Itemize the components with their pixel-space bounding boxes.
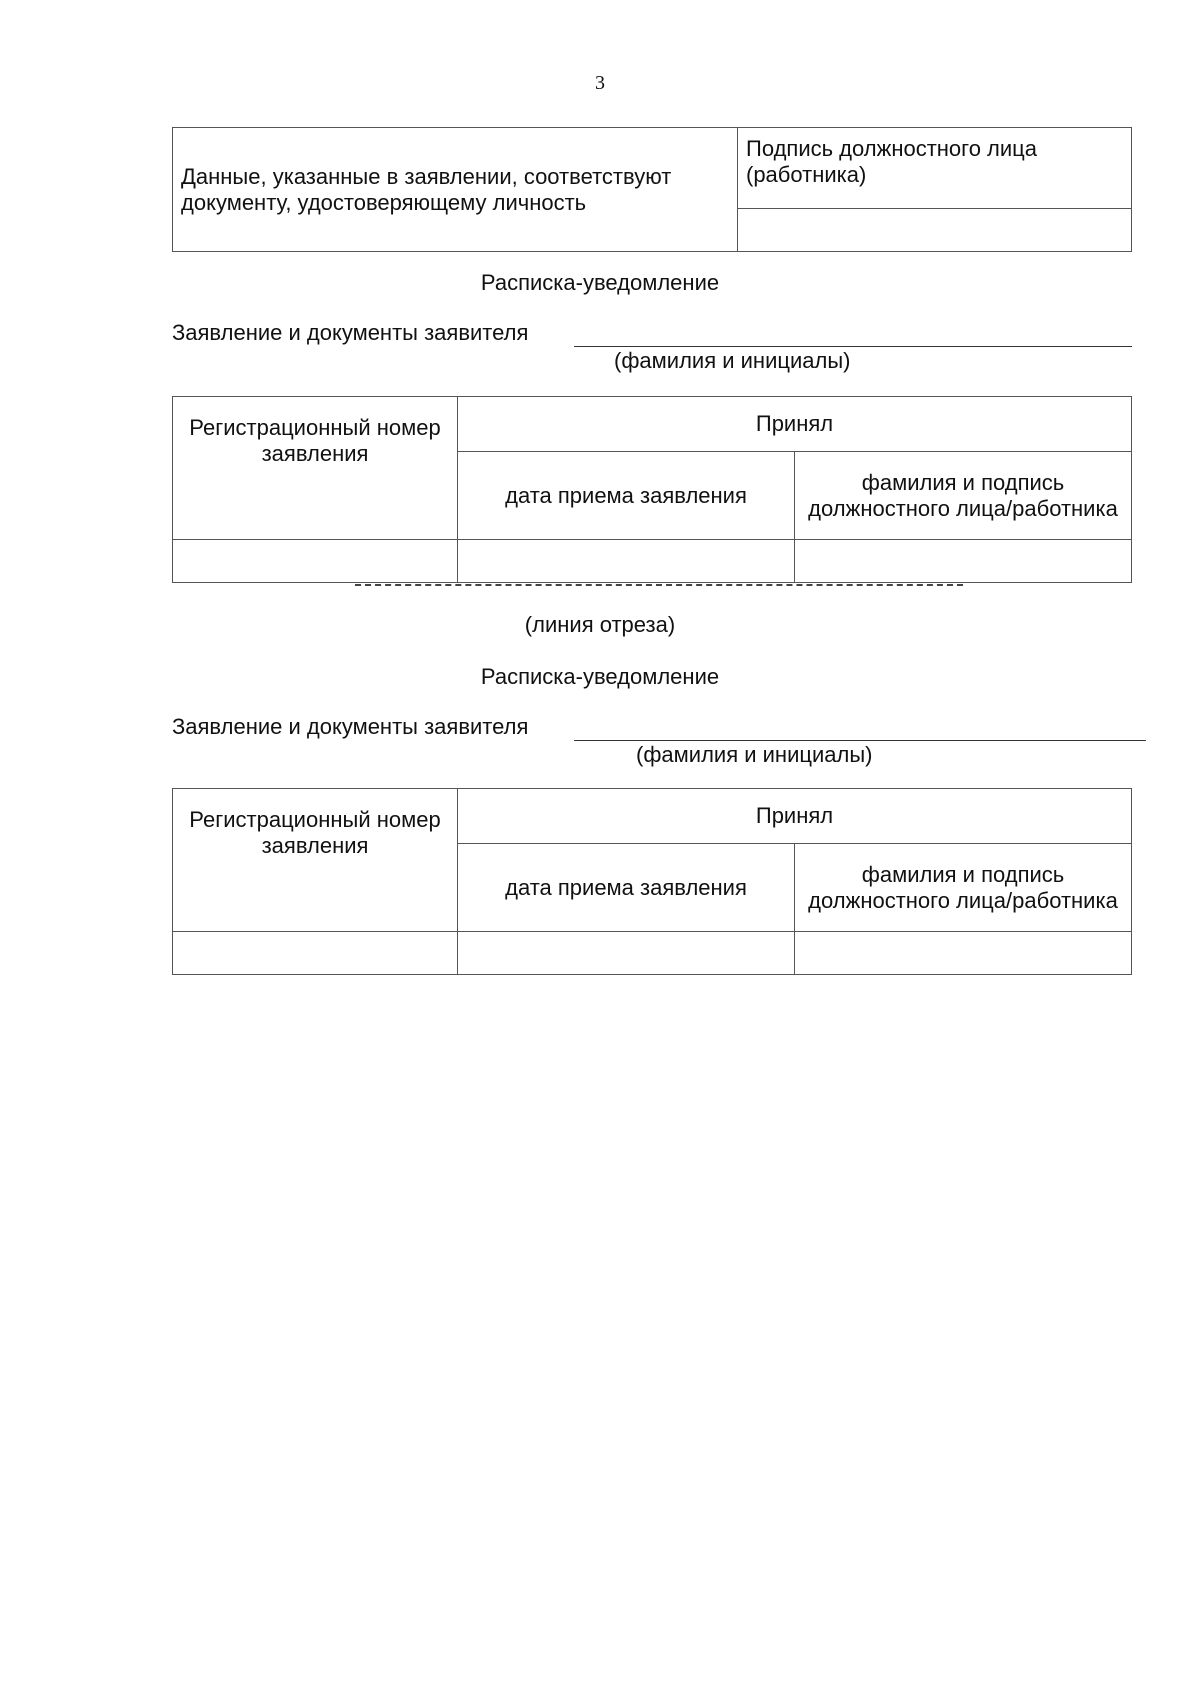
date-header-2: дата приема заявления (458, 844, 795, 932)
signature-label: Подпись должностного лица (работника) (738, 128, 1132, 209)
reg-number-header-2: Регистрационный номер заявления (173, 789, 458, 932)
signature-field[interactable] (738, 209, 1132, 252)
cut-line (355, 584, 963, 586)
cut-line-label: (линия отреза) (524, 612, 676, 637)
receipt-title-2: Расписка-уведомление (480, 664, 720, 689)
date-field-2[interactable] (458, 932, 795, 975)
receipt-title-1: Расписка-уведомление (480, 270, 720, 295)
name-hint-2: (фамилия и инициалы) (636, 742, 873, 767)
signer-field-2[interactable] (795, 932, 1132, 975)
applicant-label-2: Заявление и документы заявителя (172, 714, 529, 739)
applicant-label-1: Заявление и документы заявителя (172, 320, 529, 345)
verification-table (172, 127, 1132, 252)
signer-header-2: фамилия и подпись должностного лица/работника (795, 844, 1132, 932)
signer-header-1: фамилия и подпись должностного лица/работника (795, 452, 1132, 540)
name-hint-1: (фамилия и инициалы) (614, 348, 851, 373)
receipt-table-2 (172, 788, 1132, 975)
accepted-header-1: Принял (458, 397, 1132, 452)
signer-field-1[interactable] (795, 540, 1132, 583)
page-number: 3 (595, 72, 605, 94)
applicant-name-field-1[interactable] (574, 324, 1132, 347)
reg-number-field-2[interactable] (173, 932, 458, 975)
reg-number-field-1[interactable] (173, 540, 458, 583)
accepted-header-2: Принял (458, 789, 1132, 844)
date-field-1[interactable] (458, 540, 795, 583)
receipt-table-1 (172, 396, 1132, 583)
date-header-1: дата приема заявления (458, 452, 795, 540)
reg-number-header-1: Регистрационный номер заявления (173, 397, 458, 540)
verification-statement: Данные, указанные в заявлении, соответствуют документу, удостоверяющему личность (173, 128, 738, 252)
applicant-name-field-2[interactable] (574, 718, 1146, 741)
